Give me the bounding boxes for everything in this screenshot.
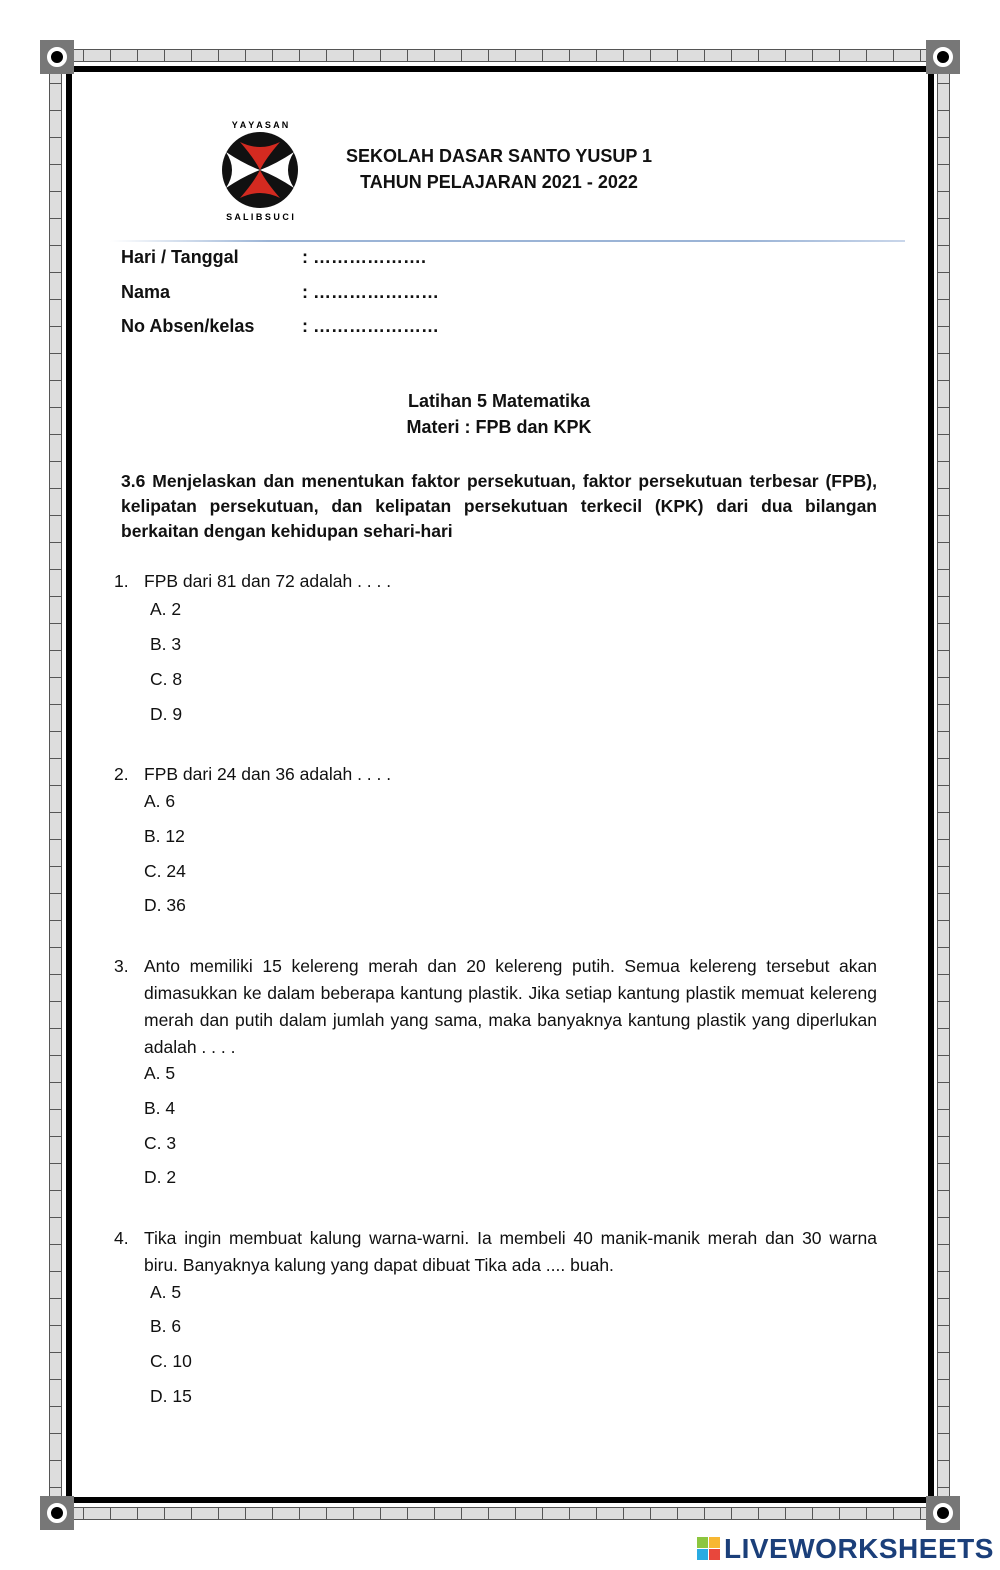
- question-text: FPB dari 24 dan 36 adalah . . . .: [144, 764, 392, 784]
- question-number: 4.: [114, 1228, 129, 1248]
- corner-ornament: [926, 1496, 960, 1530]
- option[interactable]: A. 6: [144, 791, 176, 811]
- school-logo: [200, 118, 320, 224]
- form-field-class[interactable]: : …………………: [302, 316, 439, 336]
- svg-text:Y A Y A S A N: Y A Y A S A N: [231, 120, 289, 130]
- inner-line-right: [928, 66, 934, 1503]
- option[interactable]: B. 6: [150, 1316, 182, 1336]
- option[interactable]: D. 36: [144, 895, 186, 915]
- inner-line-left: [66, 66, 72, 1503]
- question-number: 3.: [114, 956, 129, 976]
- option[interactable]: B. 3: [150, 634, 182, 654]
- worksheet-title: Latihan 5 Matematika: [407, 391, 591, 411]
- option[interactable]: A. 5: [150, 1282, 182, 1302]
- option[interactable]: D. 2: [144, 1167, 177, 1187]
- school-year: TAHUN PELAJARAN 2021 - 2022: [360, 172, 638, 192]
- option[interactable]: C. 24: [144, 861, 186, 881]
- corner-ornament: [926, 40, 960, 74]
- form-label-date: Hari / Tanggal: [121, 247, 239, 267]
- option[interactable]: B. 4: [144, 1098, 176, 1118]
- question-text: FPB dari 81 dan 72 adalah . . . .: [144, 571, 392, 591]
- border-top: [56, 49, 946, 62]
- option[interactable]: C. 8: [150, 669, 183, 689]
- border-left: [49, 56, 62, 1516]
- inner-line-bottom: [66, 1497, 934, 1503]
- svg-text:S A L I B S U C I: S A L I B S U C I: [226, 212, 294, 222]
- liveworksheets-brand[interactable]: LIVEWORKSHEETS: [724, 1533, 994, 1564]
- school-name: SEKOLAH DASAR SANTO YUSUP 1: [345, 146, 653, 166]
- form-label-name: Nama: [121, 282, 171, 302]
- question-text: Anto memiliki 15 kelereng merah dan 20 kelereng putih. Semua kelereng tersebut akan dimasukkan ke dalam beberapa kantung plastik. Jika setiap kantung plastik memuat kelereng merah dan putih dalam jumlah yang sama, maka banyaknya kantung plastik yang diperlukan adalah . . . .: [144, 956, 877, 1057]
- option[interactable]: A. 5: [144, 1063, 176, 1083]
- liveworksheets-logo-icon: [697, 1537, 721, 1561]
- form-field-date[interactable]: : ……………….: [302, 247, 426, 267]
- option[interactable]: C. 3: [144, 1133, 177, 1153]
- option[interactable]: A. 2: [150, 599, 182, 619]
- competency-text: 3.6 Menjelaskan dan menentukan faktor persekutuan, faktor persekutuan terbesar (FPB), kelipatan persekutuan, dan kelipatan persekutuan terkecil (KPK) dari dua bilangan berkaitan dengan kehidupan sehari-hari: [121, 471, 877, 541]
- option[interactable]: C. 10: [150, 1351, 192, 1371]
- form-label-class: No Absen/kelas: [121, 316, 255, 336]
- option[interactable]: D. 15: [150, 1386, 192, 1406]
- option[interactable]: D. 9: [150, 704, 183, 724]
- border-bottom: [56, 1507, 946, 1520]
- question-number: 1.: [114, 571, 129, 591]
- question-text: Tika ingin membuat kalung warna-warni. Ia membeli 40 manik-manik merah dan 30 warna biru. Banyaknya kalung yang dapat dibuat Tika ada .... buah.: [144, 1228, 877, 1275]
- question-number: 2.: [114, 764, 129, 784]
- option[interactable]: B. 12: [144, 826, 185, 846]
- corner-ornament: [40, 1496, 74, 1530]
- form-field-name[interactable]: : …………………: [302, 282, 439, 302]
- border-right: [937, 56, 950, 1516]
- corner-ornament: [40, 40, 74, 74]
- worksheet-subtitle: Materi : FPB dan KPK: [406, 417, 592, 437]
- inner-line-top: [66, 66, 934, 72]
- header-divider: [110, 240, 905, 242]
